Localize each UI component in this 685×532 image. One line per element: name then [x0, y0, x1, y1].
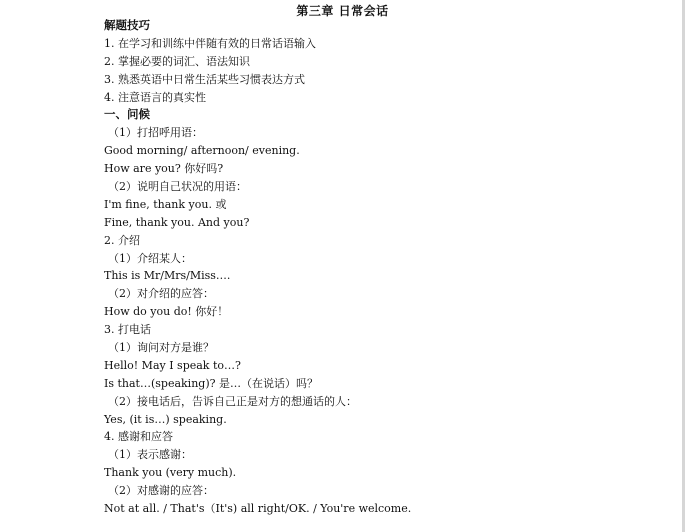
chapter-title: 第三章 日常会话 [296, 4, 389, 18]
line-27: （2）对感谢的应答： [108, 484, 214, 498]
line-09: How are you? 你好吗? [104, 162, 224, 176]
line-20: Hello! May I speak to…? [104, 358, 241, 372]
line-05: 4. 注意语言的真实性 [104, 90, 206, 104]
line-07: （1）打招呼用语： [108, 126, 203, 140]
line-18: 3. 打电话 [104, 323, 151, 337]
document-body [104, 17, 664, 518]
line-13: 2. 介绍 [104, 233, 140, 247]
line-21: Is that…(speaking)? 是…（在说话）吗？ [104, 376, 319, 390]
line-14: （1）介绍某人： [108, 251, 192, 265]
line-25: （1）表示感谢： [108, 448, 192, 462]
line-02: 1. 在学习和训练中伴随有效的日常话语输入 [104, 36, 316, 50]
line-08: Good morning/ afternoon/ evening. [104, 144, 300, 158]
line-04: 3. 熟悉英语中日常生活某些习惯表达方式 [104, 72, 305, 86]
line-15: This is Mr/Mrs/Miss…. [104, 269, 231, 283]
line-24: 4. 感谢和应答 [104, 430, 173, 444]
line-17: How do you do! 你好！ [104, 305, 229, 319]
line-11: I'm fine, thank you. 或 [104, 197, 227, 211]
line-26: Thank you (very much). [104, 466, 237, 480]
line-12: Fine, thank you. And you? [104, 215, 250, 229]
line-23: Yes, (it is…) speaking. [104, 412, 227, 426]
line-01: 解题技巧 [104, 18, 150, 32]
line-19: （1）询问对方是谁？ [108, 341, 214, 355]
line-10: （2）说明自己状况的用语： [108, 180, 247, 194]
line-16: （2）对介绍的应答： [108, 287, 214, 301]
line-28: Not at all. / That's（It's) all right/OK. / You're welcome. [104, 502, 412, 516]
line-22: （2）接电话后，告诉自己正是对方的想通话的人： [108, 394, 357, 408]
line-06: 一、问候 [104, 107, 150, 122]
line-03: 2. 掌握必要的词汇、语法知识 [104, 54, 250, 68]
